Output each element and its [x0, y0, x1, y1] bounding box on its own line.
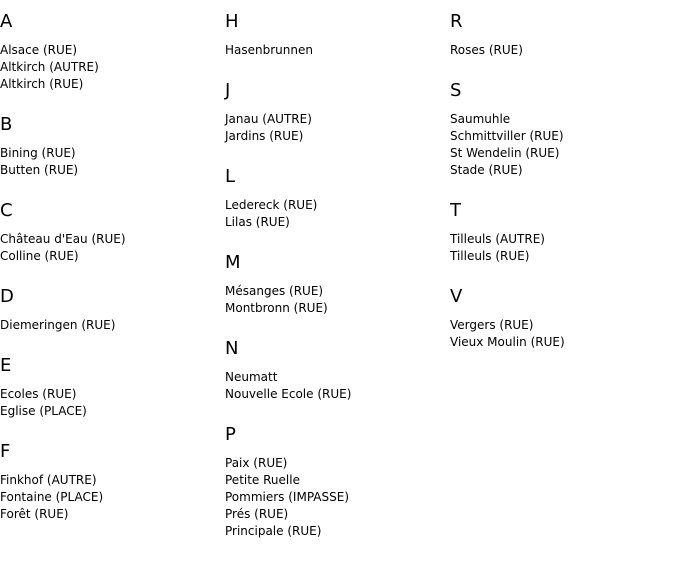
- street-link[interactable]: Saumuhle: [450, 112, 511, 126]
- letter-group: [450, 80, 675, 179]
- letter-heading: M: [225, 252, 241, 273]
- street-link[interactable]: Pommiers (IMPASSE): [225, 490, 349, 504]
- street-list: [225, 455, 450, 540]
- street-list: [450, 42, 675, 59]
- letter-heading: N: [225, 338, 239, 359]
- index-column: [0, 0, 225, 523]
- letter-heading: S: [450, 80, 462, 101]
- street-link[interactable]: Neumatt: [225, 370, 278, 384]
- street-list: [0, 317, 225, 334]
- street-link[interactable]: Prés (RUE): [225, 507, 289, 521]
- street-link[interactable]: Petite Ruelle: [225, 473, 300, 487]
- letter-group: [0, 200, 225, 265]
- street-link[interactable]: Butten (RUE): [0, 163, 79, 177]
- street-link[interactable]: Lilas (RUE): [225, 215, 290, 229]
- letter-group: [450, 286, 675, 351]
- street-list: [225, 111, 450, 145]
- street-link[interactable]: Montbronn (RUE): [225, 301, 328, 315]
- letter-heading: T: [450, 200, 461, 221]
- street-link[interactable]: Jardins (RUE): [225, 129, 304, 143]
- letter-group: [0, 441, 225, 523]
- street-list: [0, 145, 225, 179]
- letter-heading: E: [0, 355, 12, 376]
- street-link[interactable]: Tilleuls (RUE): [450, 249, 530, 263]
- street-link[interactable]: Château d'Eau (RUE): [0, 232, 126, 246]
- street-link[interactable]: Tilleuls (AUTRE): [450, 232, 545, 246]
- letter-group: [225, 11, 450, 59]
- street-link[interactable]: Stade (RUE): [450, 163, 523, 177]
- street-list: [450, 317, 675, 351]
- letter-heading: H: [225, 11, 239, 32]
- street-list: [225, 369, 450, 403]
- street-list: [450, 111, 675, 179]
- street-list: [225, 197, 450, 231]
- street-link[interactable]: Schmittviller (RUE): [450, 129, 564, 143]
- street-link[interactable]: Roses (RUE): [450, 43, 523, 57]
- street-link[interactable]: Forêt (RUE): [0, 507, 69, 521]
- street-list: [225, 42, 450, 59]
- street-link[interactable]: Eglise (PLACE): [0, 404, 87, 418]
- street-link[interactable]: Paix (RUE): [225, 456, 288, 470]
- letter-heading: C: [0, 200, 13, 221]
- index-column: [225, 0, 450, 540]
- street-link[interactable]: Alsace (RUE): [0, 43, 78, 57]
- letter-group: [0, 114, 225, 179]
- letter-group: [225, 80, 450, 145]
- letter-heading: J: [225, 80, 231, 101]
- letter-heading: D: [0, 286, 14, 307]
- street-list: [450, 231, 675, 265]
- street-link[interactable]: Colline (RUE): [0, 249, 79, 263]
- letter-heading: B: [0, 114, 13, 135]
- street-list: [0, 231, 225, 265]
- letter-group: [0, 11, 225, 93]
- letter-group: [450, 11, 675, 59]
- index-column: [450, 0, 675, 351]
- letter-group: [225, 424, 450, 540]
- street-link[interactable]: Ecoles (RUE): [0, 387, 77, 401]
- letter-group: [0, 286, 225, 334]
- letter-group: [225, 338, 450, 403]
- letter-heading: V: [450, 286, 463, 307]
- letter-heading: R: [450, 11, 463, 32]
- street-link[interactable]: Hasenbrunnen: [225, 43, 313, 57]
- street-link[interactable]: Janau (AUTRE): [225, 112, 312, 126]
- letter-group: [0, 355, 225, 420]
- street-link[interactable]: Nouvelle Ecole (RUE): [225, 387, 352, 401]
- street-link[interactable]: Principale (RUE): [225, 524, 322, 538]
- letter-heading: A: [0, 11, 13, 32]
- street-link[interactable]: Ledereck (RUE): [225, 198, 318, 212]
- street-list: [0, 472, 225, 523]
- street-link[interactable]: Diemeringen (RUE): [0, 318, 116, 332]
- street-link[interactable]: St Wendelin (RUE): [450, 146, 560, 160]
- letter-heading: F: [0, 441, 11, 462]
- street-list: [0, 42, 225, 93]
- street-link[interactable]: Vieux Moulin (RUE): [450, 335, 565, 349]
- letter-group: [450, 200, 675, 265]
- street-link[interactable]: Vergers (RUE): [450, 318, 534, 332]
- letter-heading: P: [225, 424, 236, 445]
- street-list: [225, 283, 450, 317]
- letter-heading: L: [225, 166, 236, 187]
- letter-group: [225, 252, 450, 317]
- letter-group: [225, 166, 450, 231]
- street-link[interactable]: Bining (RUE): [0, 146, 76, 160]
- street-list: [0, 386, 225, 420]
- street-link[interactable]: Altkirch (RUE): [0, 77, 84, 91]
- street-link[interactable]: Altkirch (AUTRE): [0, 60, 99, 74]
- street-link[interactable]: Mésanges (RUE): [225, 284, 324, 298]
- street-link[interactable]: Finkhof (AUTRE): [0, 473, 97, 487]
- street-link[interactable]: Fontaine (PLACE): [0, 490, 104, 504]
